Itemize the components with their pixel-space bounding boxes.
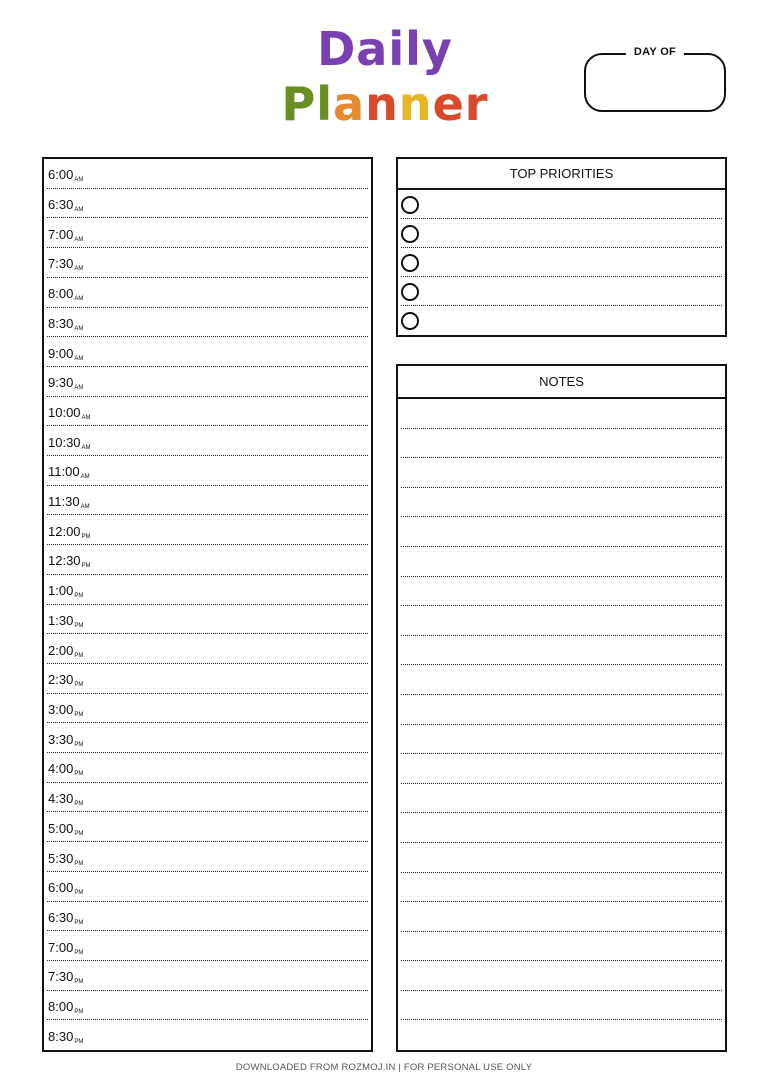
time-slot-meridiem: AM bbox=[81, 414, 91, 421]
time-slot-meridiem: AM bbox=[74, 296, 84, 303]
top-priorities-box bbox=[396, 157, 727, 337]
time-slot-row[interactable] bbox=[44, 456, 371, 486]
time-slot-row[interactable] bbox=[44, 902, 371, 932]
time-slot-row[interactable] bbox=[44, 842, 371, 872]
note-line[interactable] bbox=[398, 458, 725, 488]
time-slot-meridiem: PM bbox=[74, 652, 84, 659]
time-slot-meridiem: PM bbox=[74, 741, 84, 748]
priority-checkbox-icon[interactable] bbox=[401, 225, 419, 243]
time-slot-meridiem: AM bbox=[74, 177, 84, 184]
time-slot-meridiem: AM bbox=[74, 355, 84, 362]
time-slot-row[interactable] bbox=[44, 189, 371, 219]
time-slot-label: 2:30 bbox=[48, 672, 74, 688]
note-line[interactable] bbox=[398, 577, 725, 607]
time-slot-label: 5:30 bbox=[48, 850, 74, 866]
note-line[interactable] bbox=[398, 813, 725, 843]
note-line[interactable] bbox=[398, 665, 725, 695]
time-slot-meridiem: PM bbox=[74, 801, 84, 808]
time-slot-meridiem: PM bbox=[74, 860, 84, 867]
priority-checkbox-icon[interactable] bbox=[401, 312, 419, 330]
note-line[interactable] bbox=[398, 636, 725, 666]
note-line[interactable] bbox=[398, 517, 725, 547]
time-slot-meridiem: PM bbox=[81, 533, 91, 540]
time-slot-row[interactable] bbox=[44, 337, 371, 367]
note-line[interactable] bbox=[398, 606, 725, 636]
title-daily-letter: D bbox=[317, 22, 357, 76]
time-slot-label: 6:00 bbox=[48, 167, 74, 183]
time-slot-meridiem: PM bbox=[74, 979, 84, 986]
title-planner-letter: P bbox=[281, 77, 317, 131]
time-slot-row[interactable] bbox=[44, 753, 371, 783]
time-slot-row[interactable] bbox=[44, 664, 371, 694]
time-slot-meridiem: PM bbox=[74, 622, 84, 629]
note-line[interactable] bbox=[398, 932, 725, 962]
time-slot-label: 10:00 bbox=[48, 404, 81, 420]
time-slot-label: 8:30 bbox=[48, 1028, 74, 1044]
time-slot-label: 8:30 bbox=[48, 315, 74, 331]
note-line[interactable] bbox=[398, 399, 725, 429]
title-daily-letter: a bbox=[356, 22, 389, 76]
time-slot-meridiem: PM bbox=[74, 830, 84, 837]
priority-row[interactable] bbox=[398, 248, 725, 277]
time-slot-row[interactable] bbox=[44, 545, 371, 575]
time-slot-row[interactable] bbox=[44, 694, 371, 724]
time-slot-label: 10:30 bbox=[48, 434, 81, 450]
time-slot-label: 3:30 bbox=[48, 731, 74, 747]
note-line[interactable] bbox=[398, 843, 725, 873]
time-slot-meridiem: PM bbox=[74, 1009, 84, 1016]
time-slot-row[interactable] bbox=[44, 783, 371, 813]
footer-credit: DOWNLOADED FROM ROZMOJ.IN | FOR PERSONAL USE ONLY bbox=[235, 1062, 533, 1073]
note-line[interactable] bbox=[398, 1020, 725, 1050]
time-slot-meridiem: PM bbox=[74, 890, 84, 897]
time-slot-meridiem: PM bbox=[74, 682, 84, 689]
notes-box bbox=[396, 364, 727, 1052]
time-slot-label: 12:00 bbox=[48, 523, 81, 539]
time-slot-meridiem: PM bbox=[74, 1038, 84, 1045]
note-line[interactable] bbox=[398, 902, 725, 932]
hourly-schedule bbox=[42, 157, 373, 1052]
note-line[interactable] bbox=[398, 429, 725, 459]
priority-row[interactable] bbox=[398, 190, 725, 219]
title-daily-letter: l bbox=[405, 22, 422, 76]
note-line[interactable] bbox=[398, 784, 725, 814]
time-slot-row[interactable] bbox=[44, 426, 371, 456]
time-slot-row[interactable] bbox=[44, 931, 371, 961]
time-slot-row[interactable] bbox=[44, 515, 371, 545]
time-slot-meridiem: AM bbox=[74, 236, 84, 243]
time-slot-label: 6:30 bbox=[48, 909, 74, 925]
priority-checkbox-icon[interactable] bbox=[401, 254, 419, 272]
title-daily-letter: y bbox=[421, 22, 453, 76]
note-line[interactable] bbox=[398, 754, 725, 784]
priority-row[interactable] bbox=[398, 219, 725, 248]
planner-title bbox=[270, 20, 500, 130]
note-line[interactable] bbox=[398, 873, 725, 903]
time-slot-meridiem: AM bbox=[74, 207, 84, 214]
time-slot-label: 3:00 bbox=[48, 702, 74, 717]
priority-row[interactable] bbox=[398, 306, 725, 335]
note-line[interactable] bbox=[398, 725, 725, 755]
day-of-field[interactable] bbox=[584, 46, 726, 112]
notes-header: NOTES bbox=[398, 366, 725, 399]
time-slot-label: 5:00 bbox=[48, 820, 74, 836]
time-slot-label: 8:00 bbox=[48, 286, 74, 302]
time-slot-row[interactable] bbox=[44, 872, 371, 902]
time-slot-row[interactable] bbox=[44, 218, 371, 248]
note-line[interactable] bbox=[398, 961, 725, 991]
time-slot-row[interactable] bbox=[44, 159, 371, 189]
time-slot-meridiem: AM bbox=[80, 474, 90, 481]
note-line[interactable] bbox=[398, 991, 725, 1021]
time-slot-label: 7:30 bbox=[48, 969, 74, 985]
time-slot-label: 2:00 bbox=[48, 642, 74, 658]
time-slot-meridiem: PM bbox=[74, 712, 84, 718]
priority-row[interactable] bbox=[398, 277, 725, 306]
time-slot-meridiem: AM bbox=[81, 444, 91, 451]
time-slot-meridiem: AM bbox=[74, 266, 84, 273]
time-slot-label: 6:30 bbox=[48, 197, 74, 213]
time-slot-meridiem: PM bbox=[74, 593, 84, 600]
title-planner-letter: n bbox=[365, 77, 399, 131]
time-slot-row[interactable] bbox=[44, 278, 371, 308]
time-slot-label: 4:00 bbox=[48, 761, 74, 777]
title-daily-letter: i bbox=[388, 22, 406, 76]
time-slot-label: 7:30 bbox=[48, 256, 74, 272]
time-slot-label: 8:00 bbox=[48, 999, 74, 1015]
time-slot-row[interactable] bbox=[44, 397, 371, 427]
note-line[interactable] bbox=[398, 547, 725, 577]
time-slot-row[interactable] bbox=[44, 605, 371, 635]
title-planner-letter: e bbox=[432, 77, 465, 131]
time-slot-row[interactable] bbox=[44, 991, 371, 1021]
time-slot-meridiem: PM bbox=[74, 771, 84, 778]
title-word-daily bbox=[270, 20, 500, 78]
time-slot-meridiem: AM bbox=[74, 385, 84, 392]
time-slot-label: 11:00 bbox=[48, 464, 80, 480]
note-line[interactable] bbox=[398, 488, 725, 518]
time-slot-label: 12:30 bbox=[48, 553, 81, 569]
time-slot-label: 6:00 bbox=[48, 880, 74, 896]
time-slot-meridiem: PM bbox=[74, 949, 84, 956]
time-slot-row[interactable] bbox=[44, 367, 371, 397]
time-slot-meridiem: PM bbox=[81, 563, 91, 570]
note-line[interactable] bbox=[398, 695, 725, 725]
title-word-planner bbox=[270, 78, 500, 130]
time-slot-row[interactable] bbox=[44, 961, 371, 991]
time-slot-row[interactable] bbox=[44, 812, 371, 842]
priority-checkbox-icon[interactable] bbox=[401, 196, 419, 214]
time-slot-label: 7:00 bbox=[48, 226, 74, 242]
title-planner-letter: r bbox=[464, 77, 489, 131]
time-slot-row[interactable] bbox=[44, 634, 371, 664]
priority-checkbox-icon[interactable] bbox=[401, 283, 419, 301]
time-slot-label: 4:30 bbox=[48, 791, 74, 807]
time-slot-row[interactable] bbox=[44, 486, 371, 516]
time-slot-meridiem: PM bbox=[74, 919, 84, 926]
time-slot-label: 1:00 bbox=[48, 583, 74, 599]
time-slot-meridiem: AM bbox=[74, 325, 84, 332]
time-slot-row[interactable] bbox=[44, 575, 371, 605]
time-slot-label: 7:00 bbox=[48, 939, 74, 955]
time-slot-row[interactable] bbox=[44, 1020, 371, 1050]
time-slot-label: 9:00 bbox=[48, 345, 74, 361]
day-of-label: DAY OF bbox=[626, 46, 684, 58]
time-slot-meridiem: AM bbox=[80, 504, 90, 511]
time-slot-label: 9:30 bbox=[48, 375, 74, 391]
top-priorities-header: TOP PRIORITIES bbox=[398, 159, 725, 190]
title-planner-letter: n bbox=[398, 77, 433, 131]
time-slot-label: 11:30 bbox=[48, 494, 80, 510]
title-planner-letter: l bbox=[316, 77, 334, 131]
title-planner-letter: a bbox=[333, 77, 366, 131]
time-slot-row[interactable] bbox=[44, 308, 371, 338]
time-slot-label: 1:30 bbox=[48, 612, 74, 628]
time-slot-row[interactable] bbox=[44, 248, 371, 278]
time-slot-row[interactable] bbox=[44, 723, 371, 753]
